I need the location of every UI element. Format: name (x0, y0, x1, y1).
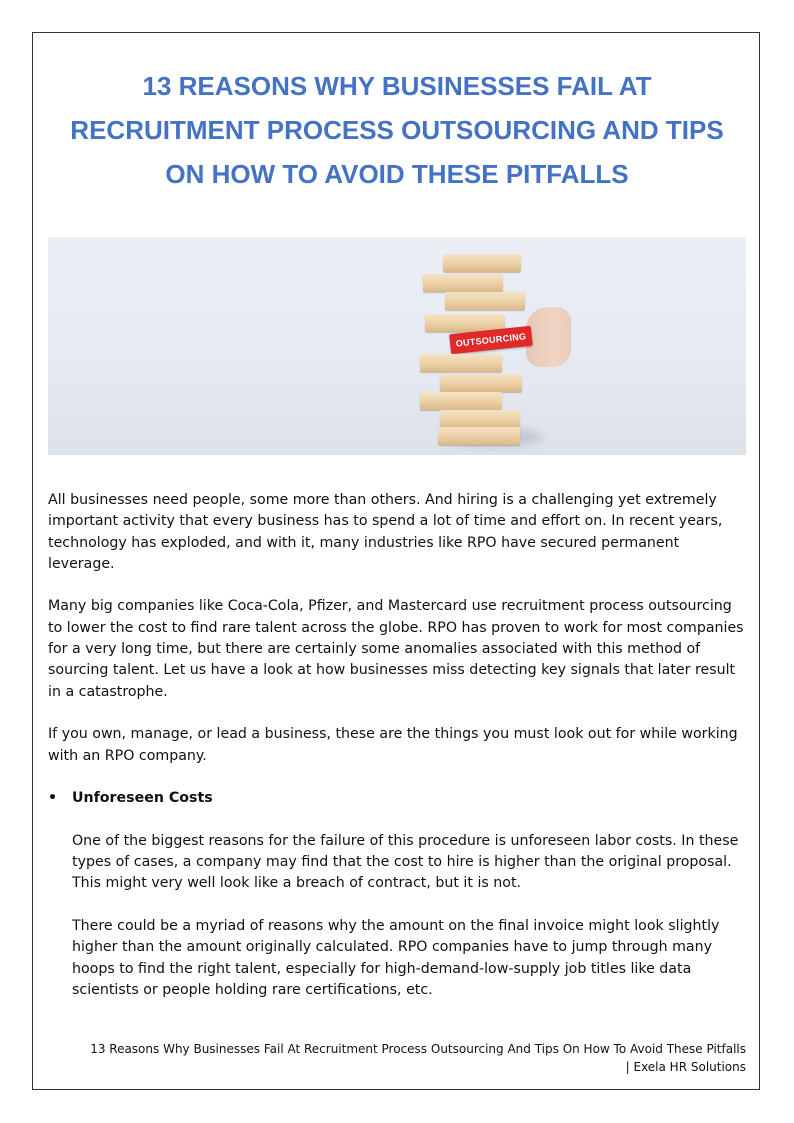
page-title: 13 REASONS WHY BUSINESSES FAIL AT RECRUITMENT PROCESS OUTSOURCING AND TIPS ON HOW TO AVOID THESE PITFALLS (70, 71, 724, 189)
hero-image (48, 237, 746, 455)
wood-block (445, 292, 525, 310)
footer-line: 13 Reasons Why Businesses Fail At Recruitment Process Outsourcing And Tips On How To Avoid These Pitfalls (90, 1042, 746, 1056)
wood-block (440, 374, 522, 392)
intro-paragraph: All businesses need people, some more than others. And hiring is a challenging yet extremely important activity that every business has to spend a lot of time and effort on. In recent years, technology has exploded, and with it, many industries like RPO have secured permanent leverage. (48, 492, 723, 572)
section-heading-text: Unforeseen Costs (72, 790, 213, 807)
lookout-paragraph: If you own, manage, or lead a business, these are the things you must look out for while working with an RPO company. (48, 726, 738, 764)
wood-block (443, 254, 521, 272)
hand-image (526, 307, 571, 367)
wood-block (438, 427, 520, 445)
footer-line: | Exela HR Solutions (625, 1060, 746, 1074)
section-paragraph: There could be a myriad of reasons why the amount on the final invoice might look slightly higher than the amount originally calculated. RPO companies have to jump through many hoops to find the right talent, especially for high-demand-low-supply job titles like data scientists or people holding rare certifications, etc. (72, 917, 720, 998)
bullet-icon: • (48, 790, 58, 807)
article-body (48, 490, 746, 1022)
section-heading (48, 788, 746, 809)
page-footer (48, 1040, 746, 1076)
wood-block (423, 274, 503, 292)
wood-block (420, 392, 502, 410)
section-paragraph: One of the biggest reasons for the failure of this procedure is unforeseen labor costs. In these types of cases, a company may find that the cost to hire is higher than the original proposal. This might very well look like a breach of contract, but it is not. (72, 832, 739, 892)
outsourcing-block: OUTSOURCING (449, 326, 533, 354)
wood-block (420, 354, 502, 372)
wood-block (440, 410, 520, 428)
companies-paragraph: Many big companies like Coca-Cola, Pfizer, and Mastercard use recruitment process outsourcing to lower the cost to find rare talent across the globe. RPO has proven to work for most companies for a very long time, but there are certainly some anomalies associated with this method of sourcing talent. Let us have a look at how businesses miss detecting key signals that later result in a catastrophe. (48, 598, 744, 700)
